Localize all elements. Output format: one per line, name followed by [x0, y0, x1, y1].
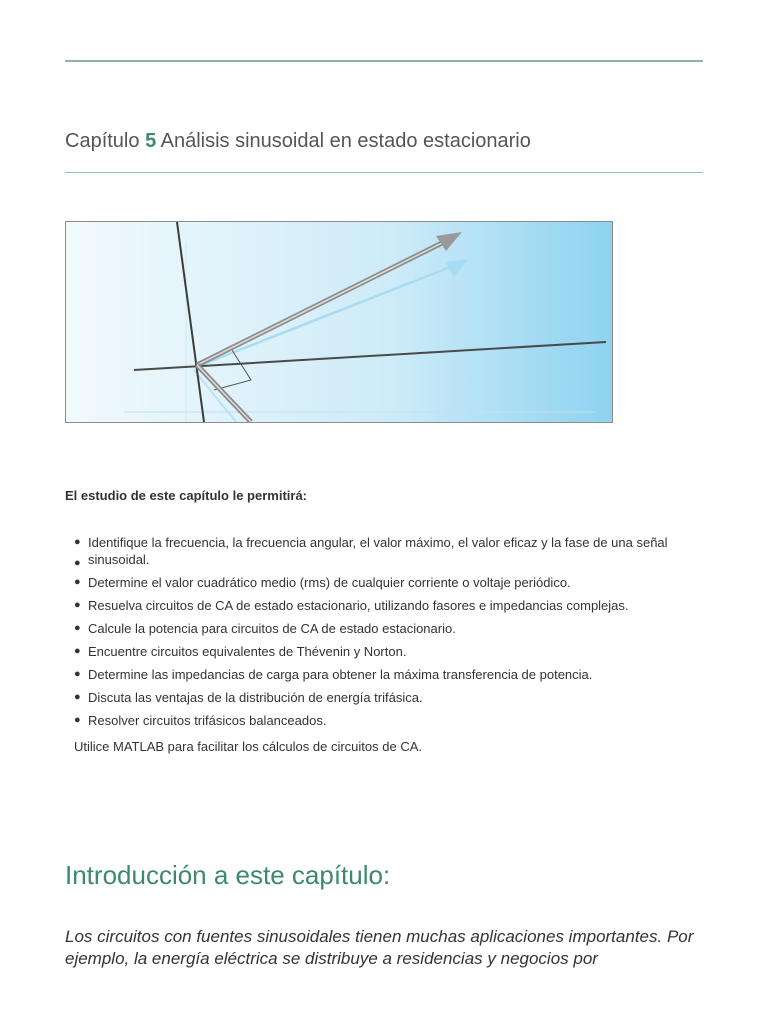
- bullet-icon: ●: [74, 668, 81, 680]
- list-item: [74, 597, 714, 614]
- bullet-icon: ●: [74, 576, 81, 588]
- intro-heading: Introducción a este capítulo:: [65, 860, 391, 890]
- list-item-text: Determine las impedancias de carga para obtener la máxima transferencia de potencia.: [88, 667, 593, 682]
- bullet-icon: ●: [74, 599, 81, 611]
- list-item: [74, 712, 714, 729]
- chapter-title: [65, 130, 531, 153]
- top-divider: [65, 60, 703, 62]
- list-item-text: Resolver circuitos trifásicos balanceados.: [88, 713, 327, 728]
- bullet-icon: ●: [74, 645, 81, 657]
- title-divider: [65, 172, 703, 173]
- phasor-diagram-figure: [65, 221, 613, 423]
- list-item: [74, 643, 714, 660]
- list-item: [74, 620, 714, 637]
- bullet-icon: ●: [74, 622, 81, 634]
- bullet-icon: ●: [74, 557, 81, 569]
- list-item: [74, 666, 714, 683]
- objectives-list: [74, 534, 714, 735]
- bullet-icon: ●: [74, 536, 81, 548]
- list-item: [74, 574, 714, 591]
- list-item: [74, 689, 714, 706]
- phasor-diagram-illustration: [66, 222, 612, 422]
- objectives-heading: El estudio de este capítulo le permitirá:: [65, 488, 308, 503]
- list-item: [74, 534, 714, 568]
- chapter-name: Análisis sinusoidal en estado estacionario: [160, 130, 531, 152]
- list-item-text: Identifique la frecuencia, la frecuencia angular, el valor máximo, el valor eficaz y la fase de una señal sinusoidal.: [88, 535, 668, 567]
- chapter-number: 5: [145, 130, 157, 152]
- matlab-note: Utilice MATLAB para facilitar los cálculos de circuitos de CA.: [74, 739, 422, 754]
- list-item-text: Determine el valor cuadrático medio (rms) de cualquier corriente o voltaje periódico.: [88, 575, 571, 590]
- list-item-text: Calcule la potencia para circuitos de CA de estado estacionario.: [88, 621, 456, 636]
- list-item-text: Encuentre circuitos equivalentes de Thévenin y Norton.: [88, 644, 407, 659]
- list-item-text: Discuta las ventajas de la distribución de energía trifásica.: [88, 690, 423, 705]
- bullet-icon: ●: [74, 691, 81, 703]
- chapter-prefix: Capítulo: [65, 130, 140, 152]
- list-item-text: Resuelva circuitos de CA de estado estacionario, utilizando fasores e impedancias complejas.: [88, 598, 629, 613]
- bullet-icon: ●: [74, 714, 81, 726]
- intro-paragraph: Los circuitos con fuentes sinusoidales tienen muchas aplicaciones importantes. Por ejemplo, la energía eléctrica se distribuye a residencias y negocios por: [65, 927, 694, 968]
